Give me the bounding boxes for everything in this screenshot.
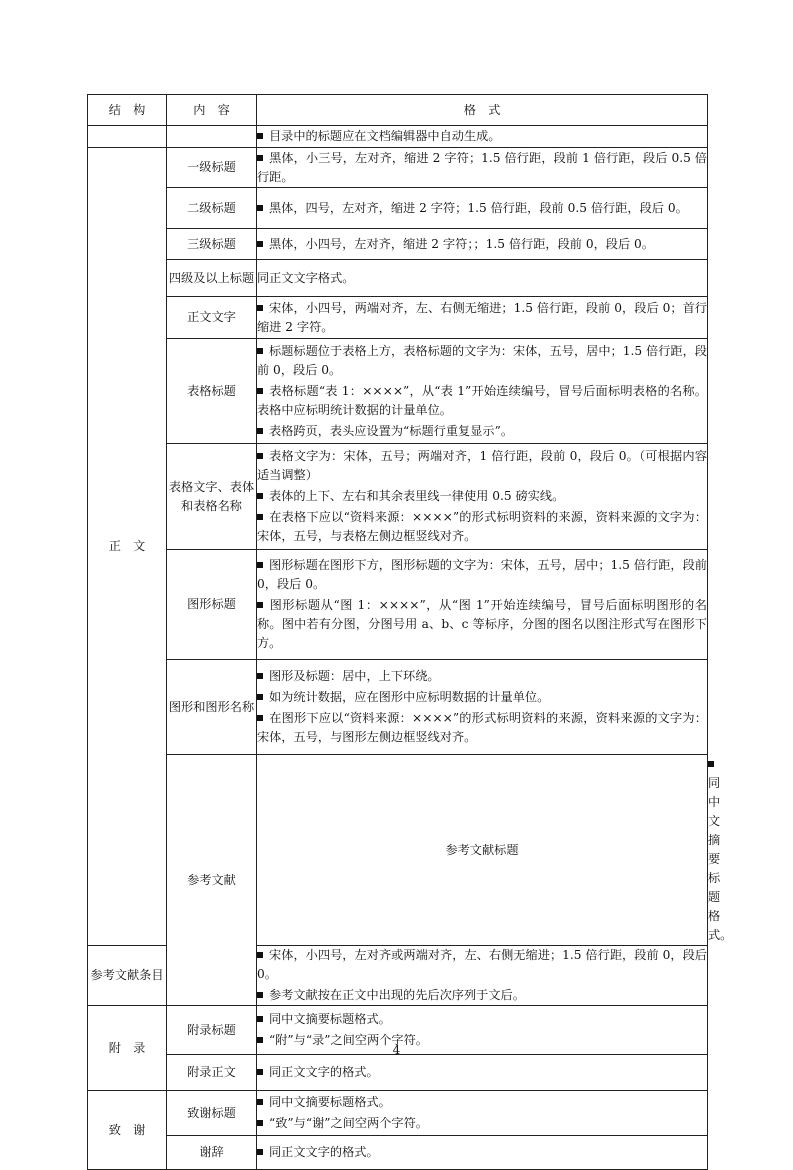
item-label: 表格标题 (167, 339, 257, 444)
bullet-text: 表格标题“表 1：××××”，从“表 1”开始连续编号，冒号后面标明表格的名称。表格中应标明统计数据的计量单位。 (257, 383, 707, 417)
section-body: 正 文 (88, 148, 167, 946)
table-row (88, 550, 708, 660)
bullet-text: 图形及标题：居中，上下环绕。 (269, 669, 440, 683)
bullet-square-icon (257, 1069, 263, 1075)
table-row (88, 339, 708, 444)
item-label: 图形标题 (167, 550, 257, 660)
format-cell-plain: 同正文文字格式。 (257, 260, 708, 297)
section-appendix: 附 录 (88, 1006, 167, 1091)
bullet-square-icon (257, 715, 263, 721)
header-structure: 结 构 (88, 95, 167, 126)
bullet-paragraph (257, 199, 707, 218)
table-header-row (88, 95, 708, 126)
bullet-text: 同中文摘要标题格式。 (269, 1095, 391, 1109)
bullet-paragraph (257, 596, 707, 653)
item-label: 正文文字 (167, 297, 257, 339)
format-cell (257, 1055, 708, 1091)
bullet-paragraph (257, 667, 707, 686)
item-label: 一级标题 (167, 148, 257, 188)
bullet-text: 同正文文字的格式。 (269, 1145, 379, 1159)
bullet-square-icon (257, 992, 263, 998)
bullet-paragraph (257, 946, 707, 984)
bullet-paragraph (257, 299, 707, 337)
header-format: 格 式 (257, 95, 708, 126)
bullet-square-icon (257, 388, 263, 394)
bullet-paragraph (257, 1093, 707, 1112)
bullet-square-icon (257, 241, 263, 247)
table-row (88, 444, 708, 550)
item-label: 参考文献标题 (257, 755, 708, 946)
bullet-text: 黑体，小三号，左对齐，缩进 2 字符；1.5 倍行距，段前 1 倍行距，段后 0.5 倍行距。 (257, 150, 707, 184)
bullet-paragraph (257, 382, 707, 420)
table-row (88, 188, 708, 229)
table-row (88, 297, 708, 339)
table-row (88, 1055, 708, 1091)
bullet-square-icon (257, 1016, 263, 1022)
bullet-text: 图形标题从“图 1：××××”，从“图 1”开始连续编号，冒号后面标明图形的名称。图中若有分图，分图号用 a、b、c 等标序，分图的图名以图注形式写在图形下方。 (257, 598, 707, 650)
bullet-text: 参考文献按在正文中出现的先后次序列于文后。 (269, 988, 525, 1002)
format-cell (257, 1091, 708, 1136)
bullet-text: 黑体，四号，左对齐，缩进 2 字符；1.5 倍行距，段前 0.5 倍行距，段后 0。 (269, 200, 688, 215)
table-row (88, 660, 708, 755)
item-label: 附录正文 (167, 1055, 257, 1091)
table-row (88, 755, 708, 946)
bullet-square-icon (257, 305, 263, 311)
page-number: 4 (392, 1043, 401, 1057)
bullet-text: “附”与“录”之间空两个字符。 (269, 1033, 428, 1047)
item-label: 谢辞 (167, 1136, 257, 1170)
bullet-text: 如为统计数据，应在图形中应标明数据的计量单位。 (269, 690, 550, 704)
format-cell (257, 550, 708, 660)
bullet-square-icon (257, 1099, 263, 1105)
header-content: 内 容 (167, 95, 257, 126)
bullet-text: 同中文摘要标题格式。 (708, 776, 733, 942)
bullet-text: 表格跨页，表头应设置为“标题行重复显示”。 (269, 423, 514, 438)
bullet-paragraph (257, 447, 707, 485)
empty-cell (167, 126, 257, 148)
bullet-square-icon (257, 493, 263, 499)
bullet-square-icon (257, 602, 263, 608)
bullet-paragraph (257, 235, 707, 254)
bullet-text: 图形标题在图形下方，图形标题的文字为：宋体，五号，居中；1.5 倍行距，段前 0，段后 0。 (257, 558, 707, 591)
bullet-paragraph (257, 149, 707, 187)
item-label: 三级标题 (167, 229, 257, 260)
item-label: 致谢标题 (167, 1091, 257, 1136)
bullet-paragraph (257, 556, 707, 594)
bullet-paragraph (257, 709, 707, 747)
format-cell (257, 946, 708, 1006)
format-cell (257, 229, 708, 260)
bullet-square-icon (257, 694, 263, 700)
bullet-text: 在图形下应以“资料来源：××××”的形式标明资料的来源，资料来源的文字为：宋体，五号，与图形左侧边框竖线对齐。 (257, 711, 707, 744)
bullet-paragraph (257, 1010, 707, 1029)
format-cell (257, 1136, 708, 1170)
bullet-paragraph (257, 422, 707, 441)
format-cell (257, 660, 708, 755)
bullet-square-icon (257, 952, 263, 958)
bullet-text: 在表格下应以“资料来源：××××”的形式标明资料的来源，资料来源的文字为：宋体，五号，与表格左侧边框竖线对齐。 (257, 510, 707, 543)
bullet-square-icon (257, 205, 263, 211)
bullet-paragraph (257, 508, 707, 546)
format-cell (257, 188, 708, 229)
format-cell (257, 339, 708, 444)
table-row (88, 229, 708, 260)
bullet-paragraph (257, 986, 707, 1005)
format-cell (257, 148, 708, 188)
bullet-text: 宋体，小四号，两端对齐，左、右侧无缩进；1.5 倍行距，段前 0，段后 0；首行缩进 2 字符。 (257, 300, 707, 334)
format-cell (257, 126, 708, 148)
bullet-paragraph (257, 342, 707, 380)
bullet-square-icon (257, 428, 263, 434)
table-row (88, 148, 708, 188)
format-cell (257, 444, 708, 550)
bullet-text: 目录中的标题应在文档编辑器中自动生成。 (269, 129, 501, 143)
bullet-text: 同中文摘要标题格式。 (269, 1012, 391, 1026)
bullet-text: 表格文字为：宋体，五号；两端对齐，1 倍行距，段前 0，段后 0。（可根据内容适当调整） (257, 449, 707, 482)
bullet-text: 表体的上下、左右和其余表里线一律使用 0.5 磅实线。 (269, 489, 565, 503)
bullet-square-icon (257, 348, 263, 354)
table-row (88, 260, 708, 297)
table-row (88, 1136, 708, 1170)
item-label: 四级及以上标题 (167, 260, 257, 297)
bullet-square-icon (257, 514, 263, 520)
bullet-text: 同正文文字的格式。 (269, 1065, 379, 1079)
bullet-square-icon (257, 673, 263, 679)
item-label: 附录标题 (167, 1006, 257, 1055)
bullet-square-icon (257, 562, 263, 568)
bullet-paragraph (257, 1143, 707, 1162)
bullet-paragraph (257, 1114, 707, 1133)
bullet-square-icon (257, 1149, 263, 1155)
section-references: 参考文献 (167, 755, 257, 1006)
bullet-paragraph (257, 1063, 707, 1082)
table-row (88, 126, 708, 148)
bullet-text: “致”与“谢”之间空两个字符。 (269, 1116, 428, 1130)
item-label: 图形和图形名称 (167, 660, 257, 755)
bullet-paragraph (257, 688, 707, 707)
bullet-text: 黑体，小四号，左对齐，缩进 2 字符；；1.5 倍行距，段前 0，段后 0。 (269, 236, 654, 251)
bullet-text: 标题标题位于表格上方，表格标题的文字为：宋体，五号，居中；1.5 倍行距，段前 0，段后 0。 (257, 343, 707, 377)
format-cell (257, 297, 708, 339)
empty-cell (88, 126, 167, 148)
section-acknowledgement: 致 谢 (88, 1091, 167, 1170)
item-label: 表格文字、表体和表格名称 (167, 444, 257, 550)
bullet-square-icon (257, 1120, 263, 1126)
item-label: 二级标题 (167, 188, 257, 229)
table-row (88, 1091, 708, 1136)
bullet-paragraph (257, 127, 707, 146)
format-spec-table (87, 94, 733, 1170)
bullet-text: 宋体，小四号，左对齐或两端对齐，左、右侧无缩进；1.5 倍行距，段前 0，段后 0。 (257, 948, 707, 981)
item-label: 参考文献条目 (88, 946, 167, 1006)
bullet-square-icon (708, 761, 714, 767)
bullet-square-icon (257, 453, 263, 459)
bullet-paragraph (257, 487, 707, 506)
bullet-square-icon (257, 133, 263, 139)
bullet-square-icon (257, 155, 263, 161)
